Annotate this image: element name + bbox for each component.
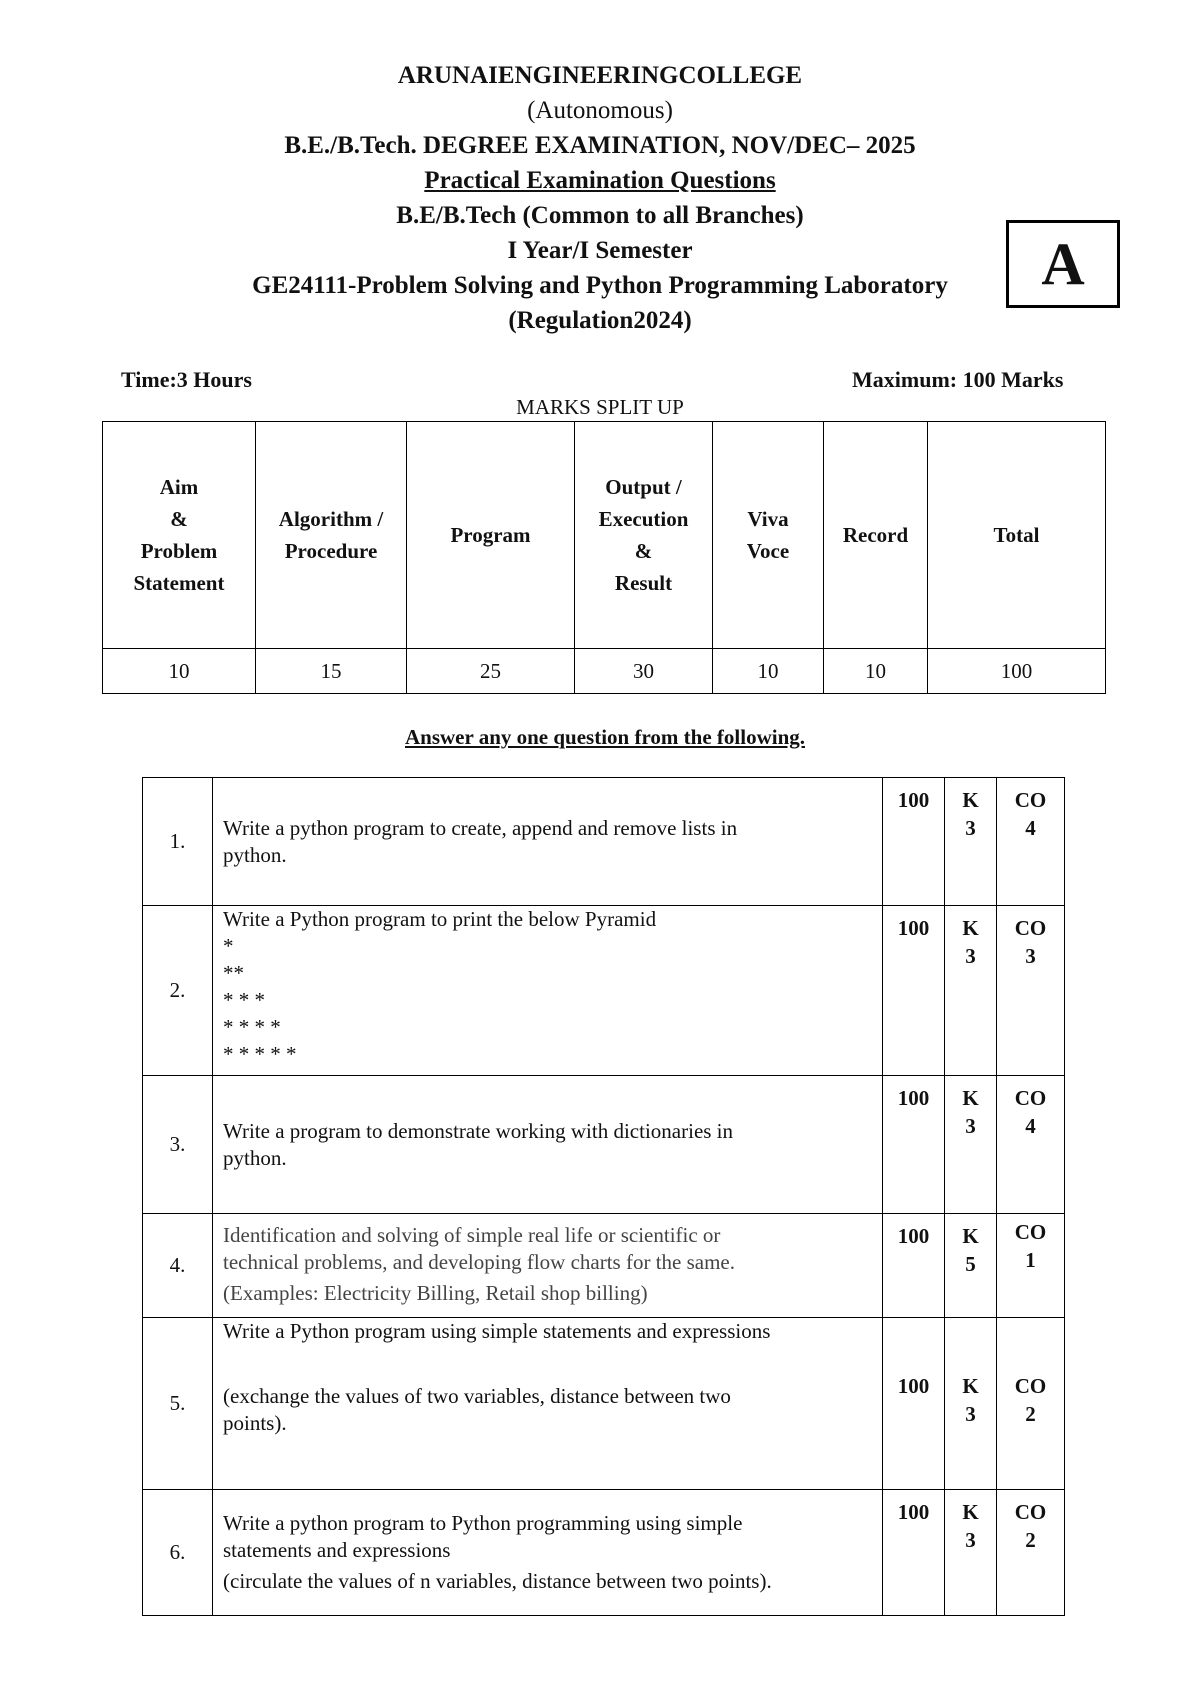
marks-value-cell: 100 (928, 649, 1106, 694)
marks-header-cell: Algorithm / Procedure (256, 422, 407, 649)
autonomous-label: (Autonomous) (527, 97, 673, 124)
question-text: Write a Python program using simple statements and expressions (exchange the values of two variables, distance between two points). (213, 1318, 883, 1490)
question-number: 4. (143, 1214, 213, 1318)
course-outcome: CO 2 (997, 1318, 1065, 1490)
marks-header-cell: Program (407, 422, 575, 649)
marks-header-cell: Output / Execution & Result (575, 422, 713, 649)
marks-value-cell: 25 (407, 649, 575, 694)
course-title: GE24111-Problem Solving and Python Programming Laboratory (252, 272, 948, 299)
question-number: 2. (143, 906, 213, 1076)
question-row (143, 1076, 1065, 1214)
question-row (143, 906, 1065, 1076)
knowledge-level: K 3 (945, 1076, 997, 1214)
question-number: 5. (143, 1318, 213, 1490)
question-text: Write a program to demonstrate working with dictionaries in python. (213, 1076, 883, 1214)
year-semester: I Year/I Semester (507, 237, 693, 264)
questions-table (142, 777, 1065, 1616)
marks-value-cell: 10 (103, 649, 256, 694)
marks-value-cell: 10 (824, 649, 928, 694)
exam-type: Practical Examination Questions (424, 167, 776, 194)
question-number: 6. (143, 1490, 213, 1616)
exam-duration: Time:3 Hours (121, 367, 252, 392)
marks-header-cell: Viva Voce (713, 422, 824, 649)
course-outcome: CO 3 (997, 906, 1065, 1076)
programme: B.E/B.Tech (Common to all Branches) (396, 202, 804, 229)
course-outcome: CO 4 (997, 778, 1065, 906)
question-text: Write a python program to create, append and remove lists in python. (213, 778, 883, 906)
question-row (143, 1214, 1065, 1318)
marks-value-cell: 15 (256, 649, 407, 694)
knowledge-level: K 3 (945, 778, 997, 906)
marks-split-table (102, 421, 1106, 694)
question-number: 1. (143, 778, 213, 906)
question-text: Write a python program to Python programming using simple statements and expressions (circulate the values of n variables, distance between two points). (213, 1490, 883, 1616)
question-number: 3. (143, 1076, 213, 1214)
question-text: Identification and solving of simple real life or scientific or technical problems, and developing flow charts for the same. (Examples: Electricity Billing, Retail shop billing) (213, 1214, 883, 1318)
regulation: (Regulation2024) (508, 307, 692, 334)
marks-value-cell: 30 (575, 649, 713, 694)
question-row (143, 1490, 1065, 1616)
marks-value-row (103, 649, 1106, 694)
question-marks: 100 (883, 1076, 945, 1214)
marks-split-title: MARKS SPLIT UP (516, 395, 684, 419)
college-name: ARUNAIENGINEERINGCOLLEGE (397, 62, 803, 89)
question-set-box: A (1006, 220, 1120, 308)
marks-header-row (103, 422, 1106, 649)
knowledge-level: K 3 (945, 1490, 997, 1616)
marks-header-cell: Record (824, 422, 928, 649)
question-marks: 100 (883, 778, 945, 906)
instruction: Answer any one question from the following. (405, 725, 805, 749)
course-outcome: CO 1 (997, 1214, 1065, 1318)
question-marks: 100 (883, 1318, 945, 1490)
question-marks: 100 (883, 1214, 945, 1318)
course-outcome: CO 2 (997, 1490, 1065, 1616)
knowledge-level: K 5 (945, 1214, 997, 1318)
knowledge-level: K 3 (945, 906, 997, 1076)
max-marks: Maximum: 100 Marks (852, 367, 1064, 392)
marks-header-cell: Total (928, 422, 1106, 649)
question-row (143, 778, 1065, 906)
question-marks: 100 (883, 906, 945, 1076)
marks-header-cell: Aim & Problem Statement (103, 422, 256, 649)
exam-title: B.E./B.Tech. DEGREE EXAMINATION, NOV/DEC– 2025 (284, 132, 916, 159)
question-marks: 100 (883, 1490, 945, 1616)
course-outcome: CO 4 (997, 1076, 1065, 1214)
marks-value-cell: 10 (713, 649, 824, 694)
question-row (143, 1318, 1065, 1490)
question-text: Write a Python program to print the below Pyramid * ** * * * * * * * * * * * * (213, 906, 883, 1076)
knowledge-level: K 3 (945, 1318, 997, 1490)
